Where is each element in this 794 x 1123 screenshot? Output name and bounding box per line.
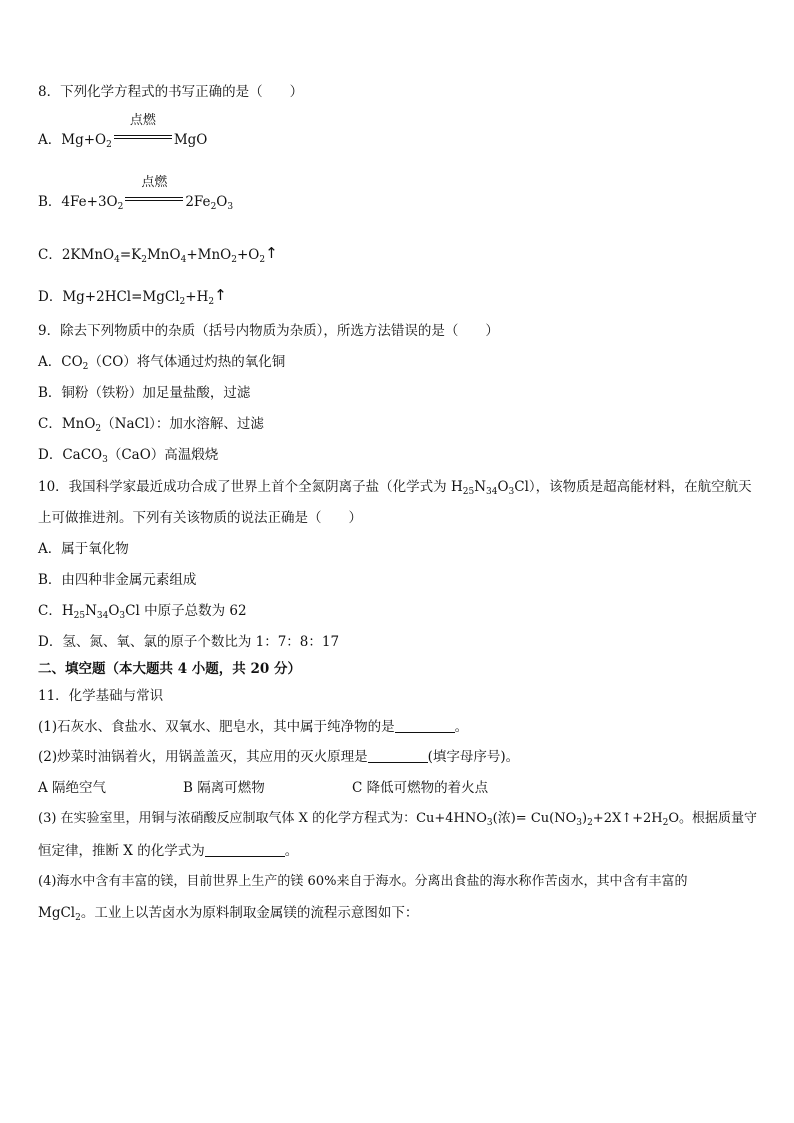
option-label: A． [38, 132, 62, 148]
q11-title: 11．化学基础与常识 [38, 688, 164, 704]
subscript: 3 [486, 818, 493, 828]
formula-part: +MnO [186, 247, 232, 263]
formula-part: MgO [173, 132, 208, 148]
q11-choice-c[interactable]: C 降低可燃物的着火点 [352, 780, 489, 796]
option-text: Cl 中原子总数为 62 [125, 603, 247, 619]
q9-option-a[interactable] [38, 354, 285, 370]
reaction-condition [125, 175, 183, 207]
q11-choice-a[interactable]: A 隔绝空气 [38, 780, 107, 796]
q10-option-c[interactable] [38, 603, 247, 619]
formula-part: 4Fe+3O [61, 194, 118, 210]
q8-option-c[interactable] [38, 244, 278, 263]
answer-blank[interactable] [205, 844, 285, 857]
subscript: 4 [180, 255, 187, 265]
part-text: (3) 在实验室里，用铜与浓硝酸反应制取气体 X 的化学方程式为：Cu+4HNO [38, 811, 487, 826]
subscript: 2 [210, 202, 217, 212]
q10-stem-line1 [38, 479, 752, 495]
part-text: 。 [284, 843, 299, 859]
subscript: 25 [462, 487, 475, 497]
subscript: 3 [576, 818, 582, 828]
formula-part: 2KMnO [61, 247, 115, 263]
subscript: 2 [82, 362, 89, 372]
q10-option-b[interactable]: B．由四种非金属元素组成 [38, 572, 197, 588]
subscript: 3 [508, 487, 515, 497]
q10-stem-line2: 上可做推进剂。下列有关该物质的说法正确是（ ） [38, 510, 362, 526]
stem-text: 10．我国科学家最近成功合成了世界上首个全氮阴离子盐（化学式为 H [38, 479, 463, 495]
q9-option-b[interactable]: B．铜粉（铁粉）加足量盐酸，过滤 [38, 385, 251, 401]
gas-arrow-icon: ↑ [265, 244, 278, 262]
formula-part: Mg+2HCl=MgCl [62, 289, 180, 305]
subscript: 2 [106, 140, 112, 150]
subscript: 3 [227, 202, 234, 212]
option-text: （CO）将气体通过灼热的氧化铜 [88, 354, 286, 370]
subscript: 2 [259, 255, 266, 265]
q10-option-a[interactable]: A．属于氧化物 [38, 541, 129, 557]
subscript: 2 [587, 818, 593, 828]
stem-text: O [497, 479, 509, 495]
q9-option-d[interactable] [38, 447, 218, 463]
part-text: 。 [454, 719, 469, 735]
option-text: （NaCl）：加水溶解、过滤 [101, 416, 264, 432]
q9-option-c[interactable] [38, 416, 264, 432]
formula-part: +O [236, 247, 260, 263]
subscript: 34 [96, 611, 109, 621]
q8-option-a[interactable] [38, 113, 208, 150]
q8-option-d[interactable] [38, 286, 227, 305]
stem-text: N [474, 479, 487, 495]
q11-part4-line1: (4)海水中含有丰富的镁，目前世界上生产的镁 60%来自于海水。分离出食盐的海水称作苦卤水，其中含有丰富的 [38, 874, 688, 889]
subscript: 4 [114, 255, 120, 265]
option-text: C．H [38, 603, 74, 619]
subscript: 2 [231, 255, 237, 265]
section-title: 二、填空题（本大题共 4 小题，共 20 分） [38, 661, 301, 677]
part-text: (2)炒菜时油锅着火，用锅盖盖灭，其应用的灭火原理是 [38, 749, 368, 765]
q11-choice-b[interactable]: B 隔离可燃物 [183, 780, 265, 796]
subscript: 3 [119, 611, 126, 621]
stem-text: Cl），该物质是超高能材料，在航空航天 [514, 479, 752, 495]
subscript: 25 [73, 611, 86, 621]
subscript: 2 [179, 297, 186, 307]
formula-part: O [216, 194, 228, 210]
q8-option-b[interactable] [38, 175, 234, 212]
reaction-condition [114, 113, 172, 145]
subscript: 2 [117, 202, 124, 212]
subscript: 2 [141, 255, 147, 265]
q9-stem: 9．除去下列物质中的杂质（括号内物质为杂质），所选方法错误的是（ ） [38, 323, 499, 339]
subscript: 2 [75, 913, 81, 923]
formula-part: =K [119, 247, 142, 263]
formula-part: +H [185, 289, 209, 305]
condition-label: 点燃 [141, 175, 168, 190]
option-label: D． [38, 289, 63, 305]
answer-blank[interactable] [368, 750, 428, 763]
subscript: 34 [486, 487, 498, 497]
option-label: B． [38, 194, 62, 210]
part-text: MgCl [38, 905, 76, 921]
q8-stem: 8．下列化学方程式的书写正确的是（ ） [38, 84, 304, 100]
gas-arrow-icon: ↑ [214, 286, 227, 304]
part-text: (浓)= Cu(NO [492, 811, 577, 826]
part-text: (填字母序号)。 [427, 749, 520, 765]
q11-part3-line1 [38, 811, 757, 827]
q11-part3-line2 [38, 843, 298, 859]
option-text: N [85, 603, 97, 619]
part-text: 。工业上以苦卤水为原料制取金属镁的流程示意图如下： [80, 905, 419, 921]
subscript: 2 [662, 818, 669, 828]
part-text: +2X↑+2H [592, 811, 663, 826]
part-text: ) [581, 811, 588, 826]
formula-part: 2Fe [185, 194, 211, 210]
part-text: (1)石灰水、食盐水、双氧水、肥皂水，其中属于纯净物的是 [38, 719, 395, 735]
option-text: （CaO）高温煅烧 [107, 447, 219, 463]
subscript: 2 [208, 297, 215, 307]
condition-label: 点燃 [129, 113, 156, 128]
q11-part4-line2 [38, 905, 418, 921]
part-text: 恒定律，推断 X 的化学式为 [38, 843, 205, 859]
option-text: O [108, 603, 120, 619]
answer-blank[interactable] [395, 720, 455, 733]
q11-part1 [38, 719, 468, 735]
formula-part: Mg+O [61, 132, 107, 148]
formula-part: MnO [146, 247, 181, 263]
part-text: O。根据质量守 [668, 811, 758, 826]
subscript: 3 [102, 455, 108, 465]
option-text: C．MnO [38, 416, 96, 432]
q10-option-d[interactable]: D．氢、氮、氧、氯的原子个数比为 1：7：8：17 [38, 634, 340, 650]
q11-part2 [38, 749, 519, 765]
option-text: A．CO [38, 354, 83, 370]
option-label: C． [38, 247, 62, 263]
subscript: 2 [95, 424, 102, 434]
option-text: D．CaCO [38, 447, 103, 463]
